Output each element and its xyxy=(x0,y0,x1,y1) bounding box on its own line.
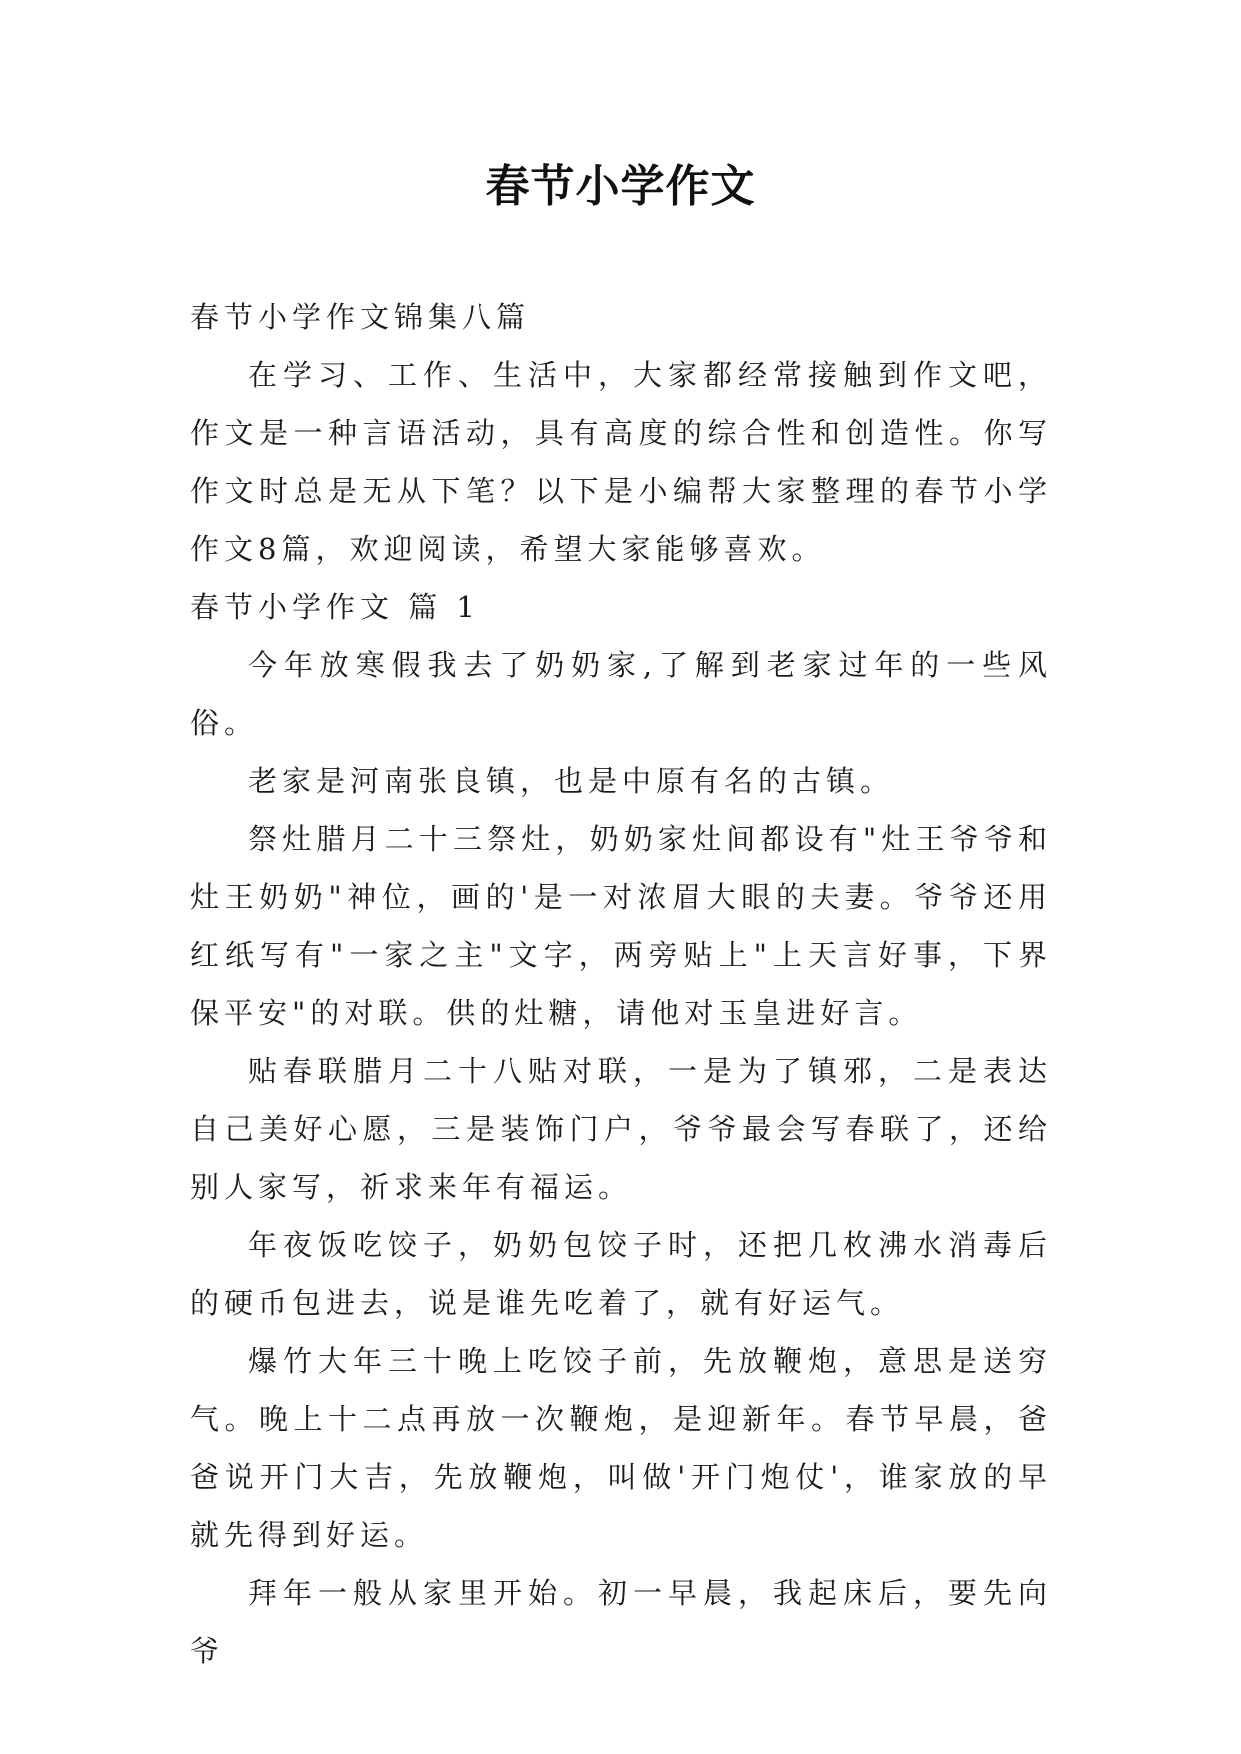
document-body xyxy=(190,288,1052,1680)
document-subtitle: 春节小学作文锦集八篇 xyxy=(190,300,531,334)
intro-paragraph: 在学习、工作、生活中，大家都经常接触到作文吧，作文是一种言语活动，具有高度的综合性和创造性。你写作文时总是无从下笔？以下是小编帮大家整理的春节小学作文8篇，欢迎阅读，希望大家能够喜欢。 xyxy=(190,358,1052,566)
body-paragraph: 年夜饭吃饺子，奶奶包饺子时，还把几枚沸水消毒后的硬币包进去，说是谁先吃着了，就有好运气。 xyxy=(190,1228,1052,1320)
body-paragraph: 爆竹大年三十晚上吃饺子前，先放鞭炮，意思是送穷气。晚上十二点再放一次鞭炮，是迎新年。春节早晨，爸爸说开门大吉，先放鞭炮，叫做'开门炮仗'，谁家放的早就先得到好运。 xyxy=(190,1344,1052,1552)
body-paragraph: 今年放寒假我去了奶奶家,了解到老家过年的一些风俗。 xyxy=(190,648,1052,740)
body-paragraph: 祭灶腊月二十三祭灶，奶奶家灶间都设有"灶王爷爷和灶王奶奶"神位，画的'是一对浓眉大眼的夫妻。爷爷还用红纸写有"一家之主"文字，两旁贴上"上天言好事，下界保平安"的对联。供的灶糖，请他对玉皇进好言。 xyxy=(190,822,1052,1030)
body-paragraph: 贴春联腊月二十八贴对联，一是为了镇邪，二是表达自己美好心愿，三是装饰门户，爷爷最会写春联了，还给别人家写，祈求来年有福运。 xyxy=(190,1054,1052,1204)
body-paragraph: 拜年一般从家里开始。初一早晨，我起床后，要先向爷 xyxy=(190,1576,1052,1668)
section-heading: 春节小学作文 篇 1 xyxy=(190,590,480,624)
body-paragraph: 老家是河南张良镇，也是中原有名的古镇。 xyxy=(248,764,895,798)
document-title: 春节小学作文 xyxy=(485,161,756,212)
